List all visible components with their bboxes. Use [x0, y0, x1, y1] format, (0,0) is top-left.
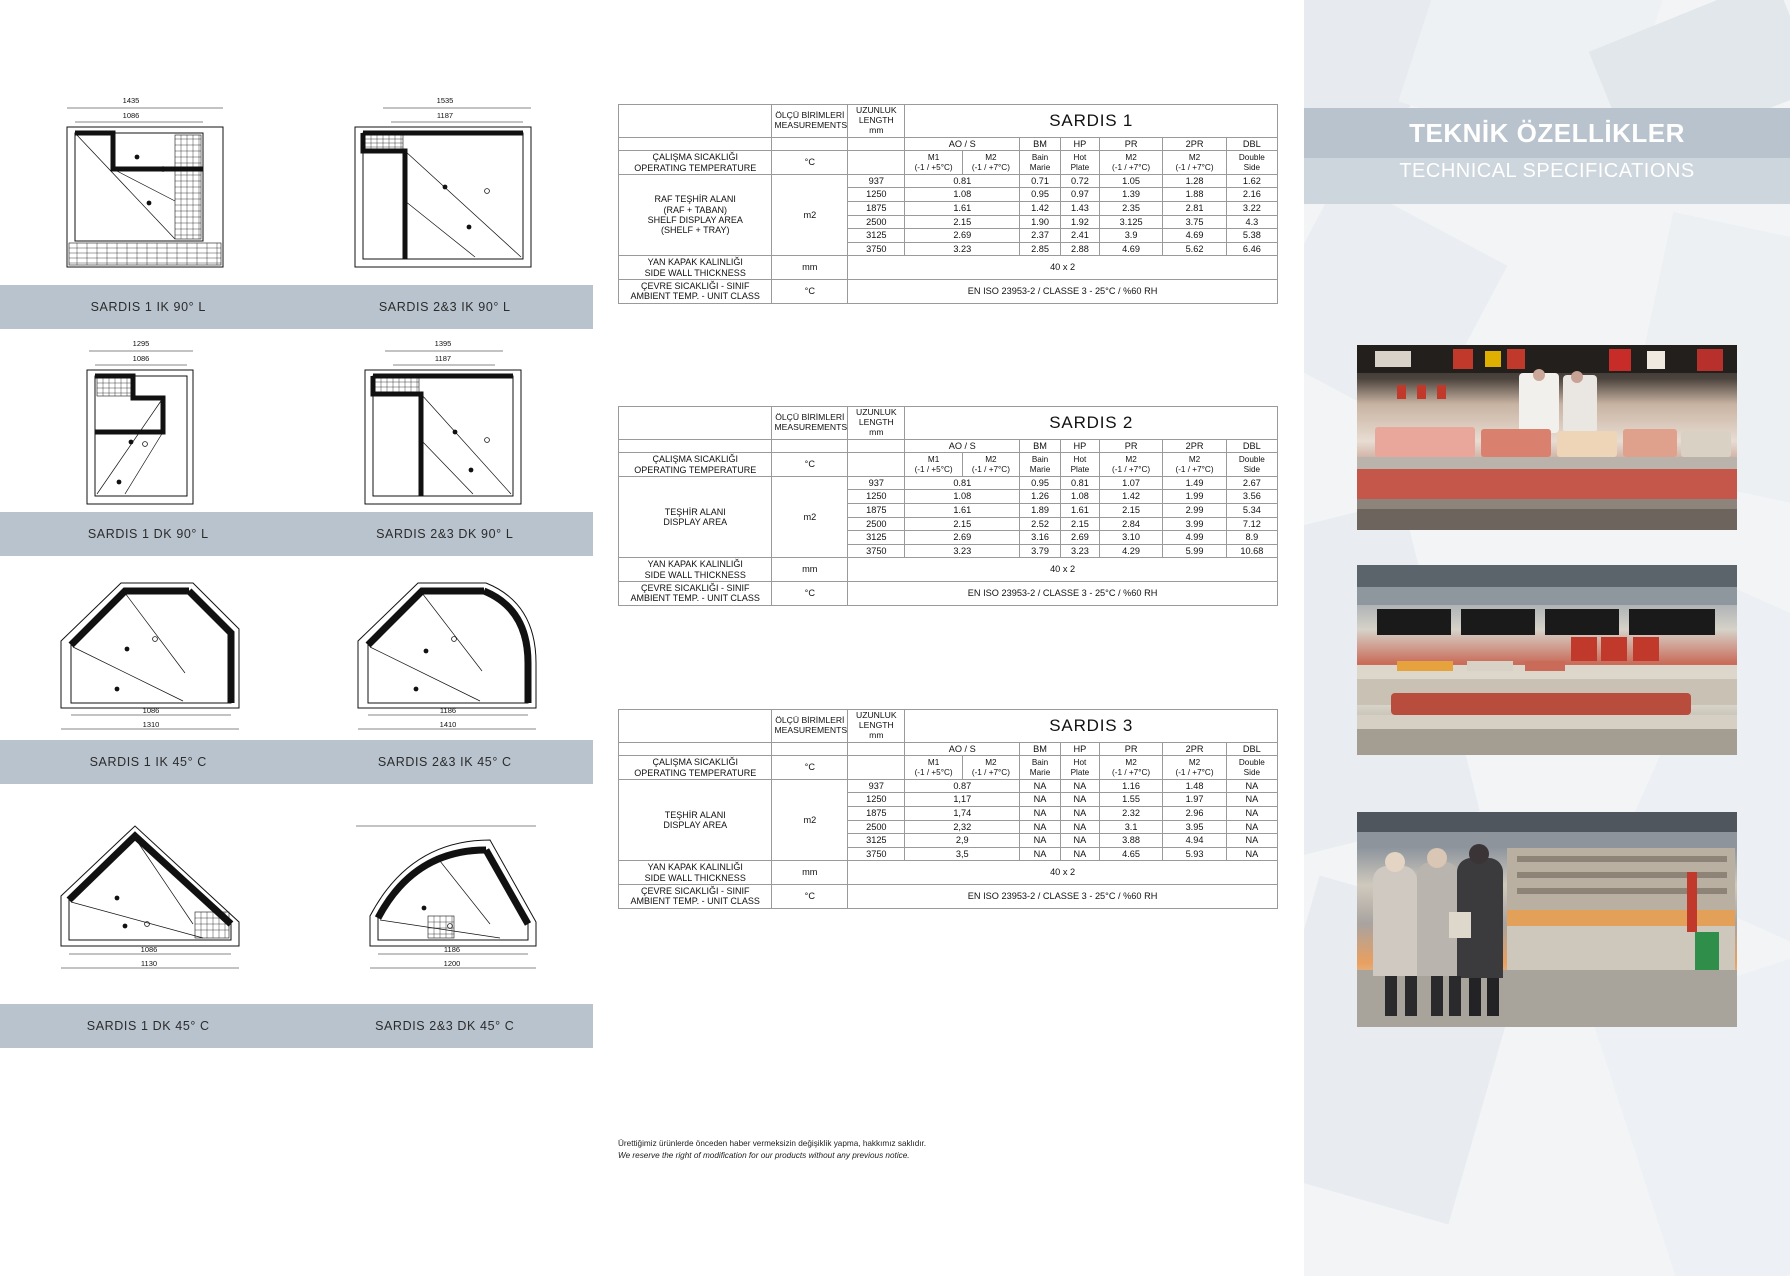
dim-label: 1310	[142, 719, 160, 729]
header-measurements: ÖLÇÜ BİRİMLERİ MEASUREMENTS	[772, 710, 848, 743]
row-operating-temperature	[619, 151, 1278, 175]
col-dbl: DBL	[1226, 439, 1277, 453]
subcol-m1: M1 (-1 / +5°C)	[905, 151, 962, 175]
cell-2pr: 4.99	[1163, 531, 1226, 545]
cell-bm: 2.52	[1020, 517, 1061, 531]
drawing-row-4	[0, 800, 593, 985]
caption-sardis-23-ik-45-c: SARDIS 2&3 IK 45° C	[377, 755, 512, 769]
row-side-wall-thickness	[619, 256, 1278, 280]
subcol-m1: M1 (-1 / +5°C)	[905, 453, 962, 477]
cell-hp: NA	[1060, 793, 1099, 807]
page-title-en: TECHNICAL SPECIFICATIONS	[1399, 160, 1695, 182]
label-display-area: TEŞHİR ALANI DISPLAY AREA	[619, 779, 772, 860]
cell-hp: 1.08	[1060, 490, 1099, 504]
drawing-sardis-23-ik-90-l	[296, 86, 593, 276]
row-ambient-temp-class	[619, 885, 1278, 909]
header-length: UZUNLUK LENGTH mm	[848, 710, 905, 743]
cell-2pr: 4.94	[1163, 834, 1226, 848]
cell-dbl: 3.56	[1226, 490, 1277, 504]
cell-2pr: 1.49	[1163, 476, 1226, 490]
unit-celsius: °C	[772, 280, 848, 304]
cell-bm: 1.89	[1020, 504, 1061, 518]
cell-ao-s: 1.61	[905, 504, 1020, 518]
drawing-sardis-23-dk-45-c	[296, 800, 593, 985]
cell-length: 1250	[848, 793, 905, 807]
row-operating-temperature	[619, 756, 1278, 780]
cell-hp: NA	[1060, 807, 1099, 821]
photo-customers-at-counter	[1357, 812, 1737, 1027]
cell-bm: 3.16	[1020, 531, 1061, 545]
cell-length: 2500	[848, 820, 905, 834]
cell-pr: 2.35	[1099, 202, 1162, 216]
cell-bm: 1.90	[1020, 215, 1061, 229]
row-operating-temperature	[619, 453, 1278, 477]
dim-label: 1086	[132, 354, 150, 363]
blank-cell	[848, 151, 905, 175]
cell-bm: 3.79	[1020, 544, 1061, 558]
cell-bm: NA	[1020, 834, 1061, 848]
cell-pr: 1.07	[1099, 476, 1162, 490]
dim-label: 1186	[443, 944, 460, 954]
subcol-bain-marie: Bain Marie	[1020, 453, 1061, 477]
cell-length: 1875	[848, 202, 905, 216]
table-header-row	[619, 105, 1278, 138]
cell-pr: 3.10	[1099, 531, 1162, 545]
cell-bm: NA	[1020, 779, 1061, 793]
subcol-pr-m2: M2 (-1 / +7°C)	[1099, 151, 1162, 175]
cell-dbl: NA	[1226, 834, 1277, 848]
cell-2pr: 1.99	[1163, 490, 1226, 504]
table-row	[619, 779, 1278, 793]
drawing-sardis-1-ik-45-c	[0, 560, 296, 740]
dim-label: 1395	[434, 339, 451, 348]
cell-ao-s: 2.69	[905, 229, 1020, 243]
subcol-double-side: Double Side	[1226, 453, 1277, 477]
footnote	[618, 1138, 1258, 1163]
cell-2pr: 3.75	[1163, 215, 1226, 229]
cell-dbl: 6.46	[1226, 242, 1277, 256]
subcol-2pr-m2: M2 (-1 / +7°C)	[1163, 151, 1226, 175]
table-row	[619, 174, 1278, 188]
cell-hp: 2.41	[1060, 229, 1099, 243]
cell-2pr: 2.81	[1163, 202, 1226, 216]
col-ao-s: AO / S	[905, 742, 1020, 756]
cell-pr: 1.05	[1099, 174, 1162, 188]
header-measurements: ÖLÇÜ BİRİMLERİ MEASUREMENTS	[772, 407, 848, 440]
cell-2pr: 1.97	[1163, 793, 1226, 807]
col-ao-s: AO / S	[905, 439, 1020, 453]
unit-celsius: °C	[772, 453, 848, 477]
cell-length: 3750	[848, 847, 905, 861]
unit-m2: m2	[772, 476, 848, 557]
cell-length: 937	[848, 779, 905, 793]
cell-ao-s: 0.87	[905, 779, 1020, 793]
cell-bm: NA	[1020, 807, 1061, 821]
cell-pr: 4.65	[1099, 847, 1162, 861]
cell-ao-s: 2.15	[905, 517, 1020, 531]
drawing-sardis-23-dk-90-l	[296, 332, 593, 512]
cell-dbl: 5.34	[1226, 504, 1277, 518]
cell-length: 937	[848, 174, 905, 188]
subcol-pr-m2: M2 (-1 / +7°C)	[1099, 756, 1162, 780]
label-side-wall-thickness: YAN KAPAK KALINLIĞI SIDE WALL THICKNESS	[619, 256, 772, 280]
table-row	[619, 476, 1278, 490]
subcol-hot-plate: Hot Plate	[1060, 756, 1099, 780]
col-bm: BM	[1020, 742, 1061, 756]
photo-deli-counter-staff	[1357, 345, 1737, 530]
cell-bm: 1.26	[1020, 490, 1061, 504]
col-pr: PR	[1099, 742, 1162, 756]
subcol-hot-plate: Hot Plate	[1060, 151, 1099, 175]
cell-dbl: 1.62	[1226, 174, 1277, 188]
cell-ao-s: 1,17	[905, 793, 1020, 807]
dim-label: 1086	[142, 705, 160, 715]
col-dbl: DBL	[1226, 137, 1277, 151]
cell-dbl: 2.16	[1226, 188, 1277, 202]
cell-pr: 3.9	[1099, 229, 1162, 243]
cell-2pr: 1.88	[1163, 188, 1226, 202]
cell-pr: 4.69	[1099, 242, 1162, 256]
cell-hp: NA	[1060, 820, 1099, 834]
cell-2pr: 1.48	[1163, 779, 1226, 793]
cell-dbl: 3.22	[1226, 202, 1277, 216]
cell-bm: NA	[1020, 820, 1061, 834]
caption-sardis-1-ik-45-c: SARDIS 1 IK 45° C	[89, 755, 207, 769]
cell-hp: 0.81	[1060, 476, 1099, 490]
cell-2pr: 5.99	[1163, 544, 1226, 558]
label-ambient-temp-class: ÇEVRE SICAKLIĞI - SINIF AMBIENT TEMP. - UNIT CLASS	[619, 885, 772, 909]
col-pr: PR	[1099, 439, 1162, 453]
cell-ao-s: 2.15	[905, 215, 1020, 229]
blank-cell	[848, 453, 905, 477]
cell-hp: 2.69	[1060, 531, 1099, 545]
drawings-panel	[0, 0, 593, 1276]
row-ambient-temp-class	[619, 280, 1278, 304]
footnote-en: We reserve the right of modification for our products without any previous notice.	[618, 1151, 910, 1161]
unit-celsius: °C	[772, 582, 848, 606]
label-display-area: TEŞHİR ALANI DISPLAY AREA	[619, 476, 772, 557]
cell-dbl: 4.3	[1226, 215, 1277, 229]
col-2pr: 2PR	[1163, 439, 1226, 453]
drawing-row-3	[0, 560, 593, 740]
dim-label: 1130	[140, 958, 158, 968]
label-side-wall-thickness: YAN KAPAK KALINLIĞI SIDE WALL THICKNESS	[619, 861, 772, 885]
col-2pr: 2PR	[1163, 137, 1226, 151]
cell-hp: 2.15	[1060, 517, 1099, 531]
spec-table-sardis-3	[618, 709, 1278, 909]
table-title-sardis-1: SARDIS 1	[905, 105, 1278, 138]
caption-sardis-23-ik-90-l: SARDIS 2&3 IK 90° L	[378, 300, 511, 314]
blank-cell	[848, 742, 905, 756]
cell-dbl: NA	[1226, 793, 1277, 807]
cell-hp: 2.88	[1060, 242, 1099, 256]
col-pr: PR	[1099, 137, 1162, 151]
col-hp: HP	[1060, 742, 1099, 756]
caption-sardis-23-dk-90-l: SARDIS 2&3 DK 90° L	[376, 527, 514, 541]
footnote-tr: Ürettiğimiz ürünlerde önceden haber vermeksizin değişiklik yapma, hakkımız saklıdır.	[618, 1139, 927, 1148]
drawing-sardis-1-dk-45-c	[0, 800, 296, 985]
cell-length: 1250	[848, 490, 905, 504]
cell-pr: 1.39	[1099, 188, 1162, 202]
header-measurements: ÖLÇÜ BİRİMLERİ MEASUREMENTS	[772, 105, 848, 138]
label-ambient-temp-class: ÇEVRE SICAKLIĞI - SINIF AMBIENT TEMP. - UNIT CLASS	[619, 280, 772, 304]
cell-dbl: 5.38	[1226, 229, 1277, 243]
drawing-sardis-1-dk-90-l	[0, 332, 296, 512]
cell-bm: 0.71	[1020, 174, 1061, 188]
cell-length: 3125	[848, 229, 905, 243]
blank-cell	[619, 742, 772, 756]
title-ribbon	[1304, 108, 1790, 204]
cell-2pr: 3.95	[1163, 820, 1226, 834]
cell-2pr: 5.93	[1163, 847, 1226, 861]
cell-bm: NA	[1020, 847, 1061, 861]
cell-pr: 4.29	[1099, 544, 1162, 558]
spec-table-sardis-2	[618, 406, 1278, 606]
dim-label: 1535	[436, 96, 453, 105]
cell-ao-s: 1.61	[905, 202, 1020, 216]
dim-label: 1410	[439, 719, 456, 729]
unit-mm: mm	[772, 558, 848, 582]
cell-hp: 0.97	[1060, 188, 1099, 202]
value-ambient-temp-class: EN ISO 23953-2 / CLASSE 3 - 25°C / %60 RH	[848, 280, 1278, 304]
dim-label: 1200	[443, 958, 460, 968]
blank-cell	[619, 439, 772, 453]
cell-bm: 1.42	[1020, 202, 1061, 216]
cell-ao-s: 0.81	[905, 476, 1020, 490]
dim-label: 1187	[434, 354, 451, 363]
value-side-wall-thickness: 40 x 2	[848, 558, 1278, 582]
cell-ao-s: 1.08	[905, 490, 1020, 504]
cell-ao-s: 1,74	[905, 807, 1020, 821]
cell-pr: 2.32	[1099, 807, 1162, 821]
subcol-pr-m2: M2 (-1 / +7°C)	[1099, 453, 1162, 477]
blank-cell	[772, 439, 848, 453]
blank-cell	[848, 439, 905, 453]
cell-length: 1875	[848, 807, 905, 821]
cell-ao-s: 2.69	[905, 531, 1020, 545]
cell-length: 2500	[848, 517, 905, 531]
cell-ao-s: 3.23	[905, 544, 1020, 558]
cell-length: 1875	[848, 504, 905, 518]
dim-label: 1295	[132, 339, 150, 348]
cell-hp: 1.43	[1060, 202, 1099, 216]
unit-mm: mm	[772, 861, 848, 885]
label-operating-temperature: ÇALIŞMA SICAKLIĞI OPERATING TEMPERATURE	[619, 151, 772, 175]
cell-ao-s: 1.08	[905, 188, 1020, 202]
cell-2pr: 4.69	[1163, 229, 1226, 243]
label-ambient-temp-class: ÇEVRE SICAKLIĞI - SINIF AMBIENT TEMP. - UNIT CLASS	[619, 582, 772, 606]
subcol-m2: M2 (-1 / +7°C)	[962, 151, 1019, 175]
cell-dbl: 8.9	[1226, 531, 1277, 545]
header-blank-cell	[619, 407, 772, 440]
cell-pr: 2.84	[1099, 517, 1162, 531]
cell-hp: NA	[1060, 834, 1099, 848]
dim-label: 1086	[140, 944, 158, 954]
value-ambient-temp-class: EN ISO 23953-2 / CLASSE 3 - 25°C / %60 RH	[848, 885, 1278, 909]
subcol-bain-marie: Bain Marie	[1020, 151, 1061, 175]
dim-label: 1086	[122, 111, 140, 120]
label-shelf-display-area: RAF TEŞHİR ALANI (RAF + TABAN) SHELF DISPLAY AREA (SHELF + TRAY)	[619, 174, 772, 255]
blank-cell	[619, 137, 772, 151]
cell-pr: 1.42	[1099, 490, 1162, 504]
col-bm: BM	[1020, 137, 1061, 151]
label-operating-temperature: ÇALIŞMA SICAKLIĞI OPERATING TEMPERATURE	[619, 756, 772, 780]
cell-ao-s: 2,9	[905, 834, 1020, 848]
spec-table-sardis-1	[618, 104, 1278, 304]
cell-bm: 2.85	[1020, 242, 1061, 256]
row-side-wall-thickness	[619, 558, 1278, 582]
header-blank-cell	[619, 105, 772, 138]
table-header-row	[619, 710, 1278, 743]
cell-hp: NA	[1060, 779, 1099, 793]
cell-ao-s: 3.23	[905, 242, 1020, 256]
unit-celsius: °C	[772, 151, 848, 175]
col-bm: BM	[1020, 439, 1061, 453]
right-panel	[1304, 0, 1790, 1276]
dim-label: 1186	[439, 705, 456, 715]
caption-band-1	[0, 285, 593, 329]
subcol-m1: M1 (-1 / +5°C)	[905, 756, 962, 780]
cell-dbl: 10.68	[1226, 544, 1277, 558]
cell-length: 2500	[848, 215, 905, 229]
cell-length: 3125	[848, 531, 905, 545]
page-title-tr: TEKNİK ÖZELLİKLER	[1409, 118, 1685, 148]
cell-pr: 2.15	[1099, 504, 1162, 518]
table-title-sardis-3: SARDIS 3	[905, 710, 1278, 743]
cell-dbl: 2.67	[1226, 476, 1277, 490]
blank-cell	[772, 137, 848, 151]
row-side-wall-thickness	[619, 861, 1278, 885]
col-hp: HP	[1060, 137, 1099, 151]
col-2pr: 2PR	[1163, 742, 1226, 756]
label-side-wall-thickness: YAN KAPAK KALINLIĞI SIDE WALL THICKNESS	[619, 558, 772, 582]
cell-ao-s: 2,32	[905, 820, 1020, 834]
caption-sardis-1-dk-45-c: SARDIS 1 DK 45° C	[86, 1019, 210, 1033]
cell-ao-s: 3,5	[905, 847, 1020, 861]
cell-ao-s: 0.81	[905, 174, 1020, 188]
caption-band-4	[0, 1004, 593, 1048]
subcol-2pr-m2: M2 (-1 / +7°C)	[1163, 756, 1226, 780]
drawing-row-1	[0, 86, 593, 276]
header-blank-cell	[619, 710, 772, 743]
spec-tables-panel	[593, 0, 1304, 1276]
cell-pr: 3.88	[1099, 834, 1162, 848]
blank-cell	[848, 756, 905, 780]
caption-sardis-1-ik-90-l: SARDIS 1 IK 90° L	[90, 300, 206, 314]
cell-pr: 3.1	[1099, 820, 1162, 834]
subcol-double-side: Double Side	[1226, 756, 1277, 780]
cell-pr: 3.125	[1099, 215, 1162, 229]
cell-length: 3750	[848, 242, 905, 256]
col-ao-s: AO / S	[905, 137, 1020, 151]
cell-2pr: 2.99	[1163, 504, 1226, 518]
cell-dbl: NA	[1226, 779, 1277, 793]
cell-length: 3750	[848, 544, 905, 558]
caption-band-3	[0, 740, 593, 784]
cell-hp: 0.72	[1060, 174, 1099, 188]
row-ambient-temp-class	[619, 582, 1278, 606]
cell-2pr: 5.62	[1163, 242, 1226, 256]
value-side-wall-thickness: 40 x 2	[848, 861, 1278, 885]
table-subheader-row	[619, 137, 1278, 151]
table-subheader-row	[619, 439, 1278, 453]
cell-length: 1250	[848, 188, 905, 202]
caption-sardis-1-dk-90-l: SARDIS 1 DK 90° L	[87, 527, 209, 541]
cell-2pr: 2.96	[1163, 807, 1226, 821]
cell-2pr: 1.28	[1163, 174, 1226, 188]
subcol-m2: M2 (-1 / +7°C)	[962, 756, 1019, 780]
cell-hp: 1.92	[1060, 215, 1099, 229]
cell-hp: 1.61	[1060, 504, 1099, 518]
cell-length: 937	[848, 476, 905, 490]
header-length: UZUNLUK LENGTH mm	[848, 407, 905, 440]
cell-pr: 1.16	[1099, 779, 1162, 793]
blank-cell	[772, 742, 848, 756]
cell-bm: 0.95	[1020, 188, 1061, 202]
subcol-m2: M2 (-1 / +7°C)	[962, 453, 1019, 477]
cell-hp: NA	[1060, 847, 1099, 861]
table-subheader-row	[619, 742, 1278, 756]
unit-celsius: °C	[772, 885, 848, 909]
dim-label: 1435	[122, 96, 140, 105]
unit-mm: mm	[772, 256, 848, 280]
cell-dbl: 7.12	[1226, 517, 1277, 531]
label-operating-temperature: ÇALIŞMA SICAKLIĞI OPERATING TEMPERATURE	[619, 453, 772, 477]
cell-pr: 1.55	[1099, 793, 1162, 807]
subcol-2pr-m2: M2 (-1 / +7°C)	[1163, 453, 1226, 477]
col-dbl: DBL	[1226, 742, 1277, 756]
col-hp: HP	[1060, 439, 1099, 453]
subcol-hot-plate: Hot Plate	[1060, 453, 1099, 477]
drawing-sardis-23-ik-45-c	[296, 560, 593, 740]
unit-m2: m2	[772, 779, 848, 860]
dim-label: 1187	[436, 111, 453, 120]
subcol-bain-marie: Bain Marie	[1020, 756, 1061, 780]
unit-m2: m2	[772, 174, 848, 255]
drawing-row-2	[0, 332, 593, 512]
cell-bm: 2.37	[1020, 229, 1061, 243]
drawing-sardis-1-ik-90-l	[0, 86, 296, 276]
header-length: UZUNLUK LENGTH mm	[848, 105, 905, 138]
unit-celsius: °C	[772, 756, 848, 780]
cell-2pr: 3.99	[1163, 517, 1226, 531]
cell-dbl: NA	[1226, 847, 1277, 861]
table-title-sardis-2: SARDIS 2	[905, 407, 1278, 440]
cell-hp: 3.23	[1060, 544, 1099, 558]
caption-band-2	[0, 512, 593, 556]
caption-sardis-23-dk-45-c: SARDIS 2&3 DK 45° C	[375, 1019, 515, 1033]
cell-length: 3125	[848, 834, 905, 848]
value-ambient-temp-class: EN ISO 23953-2 / CLASSE 3 - 25°C / %60 RH	[848, 582, 1278, 606]
cell-dbl: NA	[1226, 820, 1277, 834]
cell-bm: 0.95	[1020, 476, 1061, 490]
photo-supermarket-island-counter	[1357, 565, 1737, 755]
subcol-double-side: Double Side	[1226, 151, 1277, 175]
blank-cell	[848, 137, 905, 151]
cell-bm: NA	[1020, 793, 1061, 807]
cell-dbl: NA	[1226, 807, 1277, 821]
value-side-wall-thickness: 40 x 2	[848, 256, 1278, 280]
table-header-row	[619, 407, 1278, 440]
